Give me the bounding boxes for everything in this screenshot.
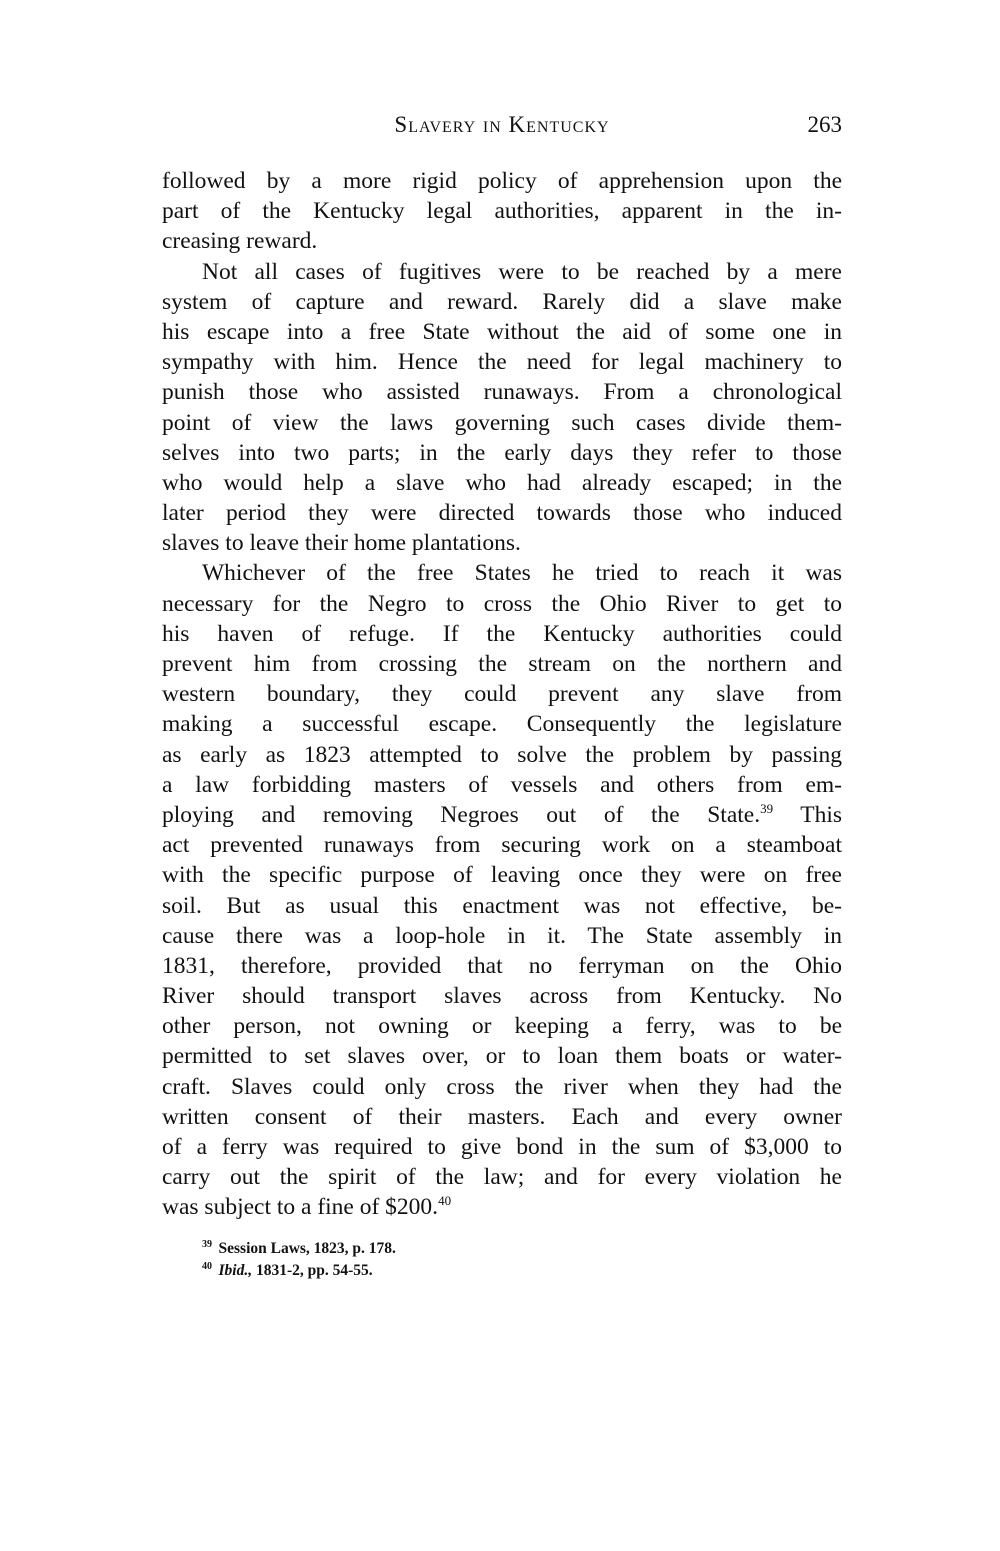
line-text: was subject to a fine of $200. bbox=[162, 1194, 439, 1221]
line-text: selves into two parts; in the early days they refer to those bbox=[162, 439, 842, 466]
text-line bbox=[162, 347, 842, 377]
text-line bbox=[162, 830, 842, 860]
text-line bbox=[162, 377, 842, 407]
text-line bbox=[162, 740, 842, 770]
text-line bbox=[162, 981, 842, 1011]
text-line bbox=[162, 770, 842, 800]
line-text: Not all cases of fugitives were to be reached by a mere bbox=[202, 258, 842, 285]
text-line bbox=[162, 1102, 842, 1132]
text-line bbox=[162, 468, 842, 498]
text-line bbox=[162, 317, 842, 347]
page-number: 263 bbox=[807, 112, 842, 137]
line-text: soil. But as usual this enactment was not effective, be- bbox=[162, 892, 842, 919]
footnote-text: Session Laws, 1823, p. 178. bbox=[218, 1240, 396, 1257]
text-line bbox=[162, 257, 842, 287]
footnote-italic: Ibid., bbox=[218, 1262, 253, 1279]
line-text: River should transport slaves across from Kentucky. No bbox=[162, 983, 842, 1010]
line-text: 1831, therefore, provided that no ferryman on the Ohio bbox=[162, 952, 842, 979]
text-line bbox=[162, 1011, 842, 1041]
body-text bbox=[162, 166, 842, 1223]
text-line bbox=[162, 891, 842, 921]
text-line bbox=[162, 589, 842, 619]
footnote bbox=[202, 1260, 396, 1282]
line-text: his haven of refuge. If the Kentucky authorities could bbox=[162, 620, 842, 647]
line-text: act prevented runaways from securing work on a steamboat bbox=[162, 832, 842, 859]
line-text: followed by a more rigid policy of apprehension upon the bbox=[162, 168, 842, 194]
line-text: written consent of their masters. Each and every owner bbox=[162, 1103, 842, 1130]
line-text-tail: This bbox=[773, 801, 842, 828]
line-text: cause there was a loop-hole in it. The State assembly in bbox=[162, 922, 842, 949]
text-line bbox=[162, 679, 842, 709]
text-line bbox=[162, 287, 842, 317]
text-line bbox=[162, 226, 842, 256]
line-text: necessary for the Negro to cross the Ohio River to get to bbox=[162, 590, 842, 617]
text-line bbox=[162, 1072, 842, 1102]
line-text: Whichever of the free States he tried to reach it was bbox=[202, 560, 842, 587]
text-line bbox=[162, 196, 842, 226]
text-line bbox=[162, 619, 842, 649]
text-line bbox=[162, 709, 842, 739]
text-line bbox=[162, 860, 842, 890]
page-header bbox=[162, 112, 842, 148]
line-text: craft. Slaves could only cross the river when they had the bbox=[162, 1073, 842, 1100]
footnote-ref: 39 bbox=[760, 801, 774, 817]
text-line bbox=[162, 408, 842, 438]
line-text: creasing reward. bbox=[162, 228, 318, 255]
line-text: a law forbidding masters of vessels and others from em- bbox=[162, 771, 842, 798]
text-line bbox=[162, 649, 842, 679]
line-text: other person, not owning or keeping a ferry, was to be bbox=[162, 1013, 842, 1040]
text-line bbox=[162, 528, 842, 558]
footnote bbox=[202, 1238, 396, 1260]
text-line bbox=[162, 166, 842, 196]
text-line bbox=[162, 951, 842, 981]
text-line bbox=[162, 1192, 842, 1222]
line-text: system of capture and reward. Rarely did a slave make bbox=[162, 288, 842, 315]
text-line bbox=[162, 800, 842, 830]
line-text: punish those who assisted runaways. From a chronological bbox=[162, 379, 842, 406]
text-line bbox=[162, 498, 842, 528]
text-line bbox=[162, 438, 842, 468]
line-text: carry out the spirit of the law; and for every violation he bbox=[162, 1164, 842, 1191]
text-line bbox=[162, 1162, 842, 1192]
line-text: his escape into a free State without the aid of some one in bbox=[162, 318, 842, 345]
line-text: with the specific purpose of leaving once they were on free bbox=[162, 862, 842, 889]
footnotes bbox=[202, 1238, 396, 1282]
line-text: ploying and removing Negroes out of the State. bbox=[162, 801, 761, 828]
line-text: making a successful escape. Consequently the legislature bbox=[162, 711, 842, 738]
line-text: slaves to leave their home plantations. bbox=[162, 530, 521, 557]
text-line bbox=[162, 921, 842, 951]
footnote-mark: 39 bbox=[202, 1238, 215, 1250]
line-text: sympathy with him. Hence the need for legal machinery to bbox=[162, 349, 842, 376]
text-line bbox=[162, 1132, 842, 1162]
footnote-ref: 40 bbox=[438, 1193, 452, 1209]
line-text: point of view the laws governing such cases divide them- bbox=[162, 409, 842, 436]
line-text: later period they were directed towards those who induced bbox=[162, 500, 842, 527]
line-text: who would help a slave who had already escaped; in the bbox=[162, 469, 842, 496]
line-text: permitted to set slaves over, or to loan them boats or water- bbox=[162, 1043, 842, 1070]
text-line bbox=[162, 558, 842, 588]
footnote-mark: 40 bbox=[202, 1260, 215, 1272]
footnote-text: 1831-2, pp. 54-55. bbox=[252, 1262, 373, 1279]
line-text: western boundary, they could prevent any slave from bbox=[162, 681, 842, 708]
line-text: part of the Kentucky legal authorities, apparent in the in- bbox=[162, 198, 842, 225]
running-title: Slavery in Kentucky bbox=[394, 112, 610, 137]
line-text: of a ferry was required to give bond in the sum of $3,000 to bbox=[162, 1134, 842, 1160]
line-text: prevent him from crossing the stream on the northern and bbox=[162, 651, 842, 677]
line-text: as early as 1823 attempted to solve the problem by passing bbox=[162, 741, 842, 768]
text-line bbox=[162, 1041, 842, 1071]
